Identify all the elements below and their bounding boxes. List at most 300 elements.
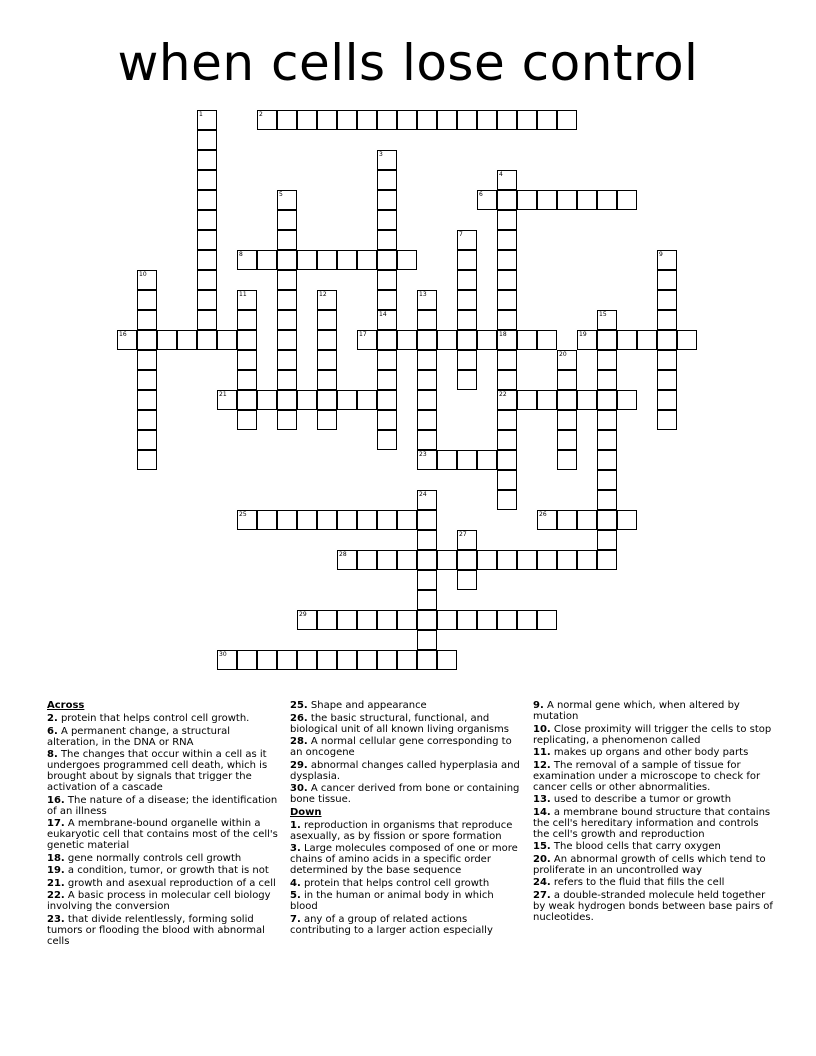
clue-text: A basic process in molecular cell biology involving the conversion [47, 890, 271, 912]
grid-cell[interactable] [377, 210, 397, 230]
grid-cell[interactable] [277, 350, 297, 370]
clue-number: 30. [290, 783, 308, 794]
grid-cell[interactable] [337, 650, 357, 670]
grid-cell[interactable] [377, 350, 397, 370]
grid-cell[interactable] [497, 450, 517, 470]
grid-cell[interactable] [617, 330, 637, 350]
grid-cell[interactable] [277, 330, 297, 350]
cell-number: 25 [239, 511, 247, 518]
cell-number: 26 [539, 511, 547, 518]
grid-cell[interactable] [437, 650, 457, 670]
clue-number: 25. [290, 700, 308, 711]
grid-cell[interactable] [597, 370, 617, 390]
grid-cell[interactable] [557, 390, 577, 410]
across-clue [47, 890, 279, 912]
grid-cell[interactable] [377, 150, 397, 170]
grid-cell[interactable] [377, 370, 397, 390]
grid-cell[interactable] [577, 510, 597, 530]
grid-cell[interactable] [237, 250, 257, 270]
grid-cell[interactable] [437, 450, 457, 470]
grid-cell[interactable] [297, 390, 317, 410]
grid-cell[interactable] [317, 650, 337, 670]
grid-cell[interactable] [357, 110, 377, 130]
grid-cell[interactable] [397, 330, 417, 350]
grid-cell[interactable] [117, 330, 137, 350]
grid-cell[interactable] [137, 370, 157, 390]
grid-cell[interactable] [317, 610, 337, 630]
grid-cell[interactable] [657, 410, 677, 430]
grid-cell[interactable] [457, 310, 477, 330]
grid-cell[interactable] [477, 550, 497, 570]
clue-text: protein that helps control cell growth [300, 877, 490, 889]
grid-cell[interactable] [477, 610, 497, 630]
grid-cell[interactable] [277, 250, 297, 270]
grid-cell[interactable] [657, 330, 677, 350]
cell-number: 7 [459, 231, 463, 238]
grid-cell[interactable] [297, 110, 317, 130]
grid-cell[interactable] [197, 250, 217, 270]
grid-cell[interactable] [137, 350, 157, 370]
grid-cell[interactable] [477, 110, 497, 130]
grid-cell[interactable] [197, 170, 217, 190]
grid-cell[interactable] [297, 650, 317, 670]
grid-cell[interactable] [557, 510, 577, 530]
grid-cell[interactable] [237, 350, 257, 370]
grid-cell[interactable] [537, 330, 557, 350]
grid-cell[interactable] [277, 650, 297, 670]
grid-cell[interactable] [457, 230, 477, 250]
grid-cell[interactable] [377, 610, 397, 630]
grid-cell[interactable] [517, 610, 537, 630]
grid-cell[interactable] [337, 550, 357, 570]
grid-cell[interactable] [337, 390, 357, 410]
grid-cell[interactable] [637, 330, 657, 350]
grid-cell[interactable] [137, 450, 157, 470]
grid-cell[interactable] [557, 450, 577, 470]
grid-cell[interactable] [277, 310, 297, 330]
grid-cell[interactable] [457, 610, 477, 630]
cell-number: 18 [499, 331, 507, 338]
grid-cell[interactable] [597, 470, 617, 490]
across-clue [290, 700, 522, 711]
grid-cell[interactable] [197, 150, 217, 170]
grid-cell[interactable] [457, 110, 477, 130]
grid-cell[interactable] [577, 190, 597, 210]
grid-cell[interactable] [497, 210, 517, 230]
grid-cell[interactable] [497, 190, 517, 210]
grid-cell[interactable] [597, 550, 617, 570]
grid-cell[interactable] [377, 330, 397, 350]
grid-cell[interactable] [557, 550, 577, 570]
grid-cell[interactable] [377, 650, 397, 670]
grid-cell[interactable] [417, 570, 437, 590]
clue-text: a condition, tumor, or growth that is not [64, 865, 269, 876]
grid-cell[interactable] [397, 650, 417, 670]
grid-cell[interactable] [377, 310, 397, 330]
grid-cell[interactable] [497, 490, 517, 510]
grid-cell[interactable] [417, 450, 437, 470]
grid-cell[interactable] [237, 370, 257, 390]
grid-cell[interactable] [417, 650, 437, 670]
grid-cell[interactable] [497, 550, 517, 570]
grid-cell[interactable] [377, 550, 397, 570]
grid-cell[interactable] [217, 390, 237, 410]
grid-cell[interactable] [417, 530, 437, 550]
cell-number: 10 [139, 271, 147, 278]
grid-cell[interactable] [437, 330, 457, 350]
grid-cell[interactable] [257, 510, 277, 530]
across-clue [47, 865, 279, 876]
grid-cell[interactable] [197, 310, 217, 330]
grid-cell[interactable] [197, 210, 217, 230]
grid-cell[interactable] [517, 390, 537, 410]
grid-cell[interactable] [597, 490, 617, 510]
cell-number: 14 [379, 311, 387, 318]
grid-cell[interactable] [657, 390, 677, 410]
grid-cell[interactable] [457, 330, 477, 350]
grid-cell[interactable] [597, 350, 617, 370]
grid-cell[interactable] [477, 330, 497, 350]
clue-number: 6. [47, 725, 58, 737]
cell-number: 23 [419, 451, 427, 458]
grid-cell[interactable] [577, 550, 597, 570]
cell-number: 3 [379, 151, 383, 158]
clue-number: 18. [47, 852, 65, 864]
cell-number: 21 [219, 391, 227, 398]
grid-cell[interactable] [237, 510, 257, 530]
grid-cell[interactable] [217, 330, 237, 350]
grid-cell[interactable] [157, 330, 177, 350]
grid-cell[interactable] [457, 290, 477, 310]
grid-cell[interactable] [277, 270, 297, 290]
grid-cell[interactable] [617, 390, 637, 410]
grid-cell[interactable] [497, 310, 517, 330]
grid-cell[interactable] [617, 510, 637, 530]
grid-cell[interactable] [417, 410, 437, 430]
grid-cell[interactable] [377, 230, 397, 250]
grid-cell[interactable] [317, 310, 337, 330]
grid-cell[interactable] [257, 650, 277, 670]
grid-cell[interactable] [137, 390, 157, 410]
grid-cell[interactable] [337, 110, 357, 130]
across-clue [47, 795, 279, 817]
grid-cell[interactable] [317, 410, 337, 430]
grid-cell[interactable] [457, 450, 477, 470]
grid-cell[interactable] [417, 510, 437, 530]
grid-cell[interactable] [497, 290, 517, 310]
grid-cell[interactable] [417, 490, 437, 510]
grid-cell[interactable] [597, 310, 617, 330]
grid-cell[interactable] [237, 650, 257, 670]
grid-cell[interactable] [537, 110, 557, 130]
down-clue [533, 794, 773, 805]
grid-cell[interactable] [137, 430, 157, 450]
grid-cell[interactable] [477, 450, 497, 470]
grid-cell[interactable] [397, 250, 417, 270]
grid-cell[interactable] [317, 390, 337, 410]
grid-cell[interactable] [317, 110, 337, 130]
grid-cell[interactable] [657, 310, 677, 330]
grid-cell[interactable] [317, 510, 337, 530]
down-clue [290, 820, 522, 842]
grid-cell[interactable] [377, 430, 397, 450]
grid-cell[interactable] [457, 270, 477, 290]
grid-cell[interactable] [317, 370, 337, 390]
grid-cell[interactable] [497, 390, 517, 410]
grid-cell[interactable] [557, 410, 577, 430]
grid-cell[interactable] [337, 510, 357, 530]
grid-cell[interactable] [597, 450, 617, 470]
grid-cell[interactable] [497, 410, 517, 430]
grid-cell[interactable] [597, 390, 617, 410]
grid-cell[interactable] [297, 610, 317, 630]
cell-number: 2 [259, 111, 263, 118]
grid-cell[interactable] [537, 390, 557, 410]
grid-cell[interactable] [437, 110, 457, 130]
grid-cell[interactable] [197, 190, 217, 210]
grid-cell[interactable] [617, 190, 637, 210]
grid-cell[interactable] [417, 390, 437, 410]
grid-cell[interactable] [137, 290, 157, 310]
grid-cell[interactable] [577, 390, 597, 410]
down-clue [290, 843, 522, 876]
cell-number: 17 [359, 331, 367, 338]
grid-cell[interactable] [317, 330, 337, 350]
grid-cell[interactable] [657, 370, 677, 390]
grid-cell[interactable] [557, 430, 577, 450]
grid-cell[interactable] [377, 510, 397, 530]
grid-cell[interactable] [457, 250, 477, 270]
grid-cell[interactable] [317, 350, 337, 370]
cell-number: 1 [199, 111, 203, 118]
grid-cell[interactable] [397, 550, 417, 570]
clue-text: reproduction in organisms that reproduce asexually, as by fission or spore formation [290, 819, 513, 842]
grid-cell[interactable] [417, 610, 437, 630]
clue-number: 1. [290, 819, 301, 831]
grid-cell[interactable] [557, 350, 577, 370]
grid-cell[interactable] [197, 270, 217, 290]
grid-cell[interactable] [137, 330, 157, 350]
grid-cell[interactable] [377, 170, 397, 190]
clue-text: The nature of a disease; the identification of an illness [47, 794, 278, 817]
grid-cell[interactable] [357, 330, 377, 350]
grid-cell[interactable] [377, 410, 397, 430]
grid-cell[interactable] [457, 550, 477, 570]
grid-cell[interactable] [337, 610, 357, 630]
grid-cell[interactable] [537, 610, 557, 630]
grid-cell[interactable] [377, 270, 397, 290]
grid-cell[interactable] [597, 430, 617, 450]
grid-cell[interactable] [497, 610, 517, 630]
clue-text: that divide relentlessly, forming solid tumors or flooding the blood with abnormal cells [47, 913, 265, 947]
grid-cell[interactable] [177, 330, 197, 350]
clue-number: 23. [47, 913, 65, 925]
clue-number: 3. [290, 843, 301, 854]
grid-cell[interactable] [357, 610, 377, 630]
grid-cell[interactable] [497, 110, 517, 130]
grid-cell[interactable] [237, 330, 257, 350]
grid-cell[interactable] [497, 270, 517, 290]
grid-cell[interactable] [497, 230, 517, 250]
grid-cell[interactable] [597, 330, 617, 350]
grid-cell[interactable] [357, 650, 377, 670]
grid-cell[interactable] [377, 250, 397, 270]
grid-cell[interactable] [457, 530, 477, 550]
grid-cell[interactable] [677, 330, 697, 350]
grid-cell[interactable] [537, 550, 557, 570]
grid-cell[interactable] [397, 610, 417, 630]
grid-cell[interactable] [277, 210, 297, 230]
grid-cell[interactable] [417, 350, 437, 370]
across-clue [47, 818, 279, 851]
grid-cell[interactable] [577, 330, 597, 350]
cell-number: 29 [299, 611, 307, 618]
grid-cell[interactable] [377, 390, 397, 410]
grid-cell[interactable] [197, 130, 217, 150]
clue-text: makes up organs and other body parts [550, 747, 749, 758]
grid-cell[interactable] [197, 290, 217, 310]
grid-cell[interactable] [357, 510, 377, 530]
grid-cell[interactable] [257, 250, 277, 270]
grid-cell[interactable] [237, 310, 257, 330]
grid-cell[interactable] [257, 110, 277, 130]
grid-cell[interactable] [277, 370, 297, 390]
clue-number: 9. [533, 700, 544, 711]
grid-cell[interactable] [337, 250, 357, 270]
grid-cell[interactable] [297, 510, 317, 530]
grid-cell[interactable] [417, 290, 437, 310]
grid-cell[interactable] [517, 330, 537, 350]
grid-cell[interactable] [657, 350, 677, 370]
grid-cell[interactable] [657, 290, 677, 310]
grid-cell[interactable] [277, 190, 297, 210]
grid-cell[interactable] [457, 350, 477, 370]
grid-cell[interactable] [537, 510, 557, 530]
grid-cell[interactable] [657, 270, 677, 290]
grid-cell[interactable] [197, 230, 217, 250]
grid-cell[interactable] [317, 290, 337, 310]
grid-cell[interactable] [237, 290, 257, 310]
grid-cell[interactable] [277, 390, 297, 410]
grid-cell[interactable] [137, 410, 157, 430]
grid-cell[interactable] [357, 550, 377, 570]
grid-cell[interactable] [497, 430, 517, 450]
clue-number: 8. [47, 749, 58, 760]
grid-cell[interactable] [457, 570, 477, 590]
clue-number: 13. [533, 794, 551, 805]
clue-text: The blood cells that carry oxygen [550, 841, 721, 852]
grid-cell[interactable] [137, 310, 157, 330]
grid-cell[interactable] [397, 110, 417, 130]
down-heading: Down [290, 806, 322, 818]
grid-cell[interactable] [357, 390, 377, 410]
clue-number: 19. [47, 865, 65, 876]
grid-cell[interactable] [357, 250, 377, 270]
clue-text: refers to the fluid that fills the cell [550, 877, 725, 888]
clue-text: Close proximity will trigger the cells to stop replicating, a phenomenon called [533, 723, 772, 746]
grid-cell[interactable] [417, 430, 437, 450]
down-clue [533, 841, 773, 852]
clue-number: 22. [47, 890, 65, 901]
grid-cell[interactable] [497, 370, 517, 390]
across-clue [47, 853, 279, 864]
grid-cell[interactable] [417, 550, 437, 570]
grid-cell[interactable] [417, 110, 437, 130]
clue-text: protein that helps control cell growth. [57, 713, 250, 724]
grid-cell[interactable] [557, 370, 577, 390]
grid-cell[interactable] [497, 170, 517, 190]
grid-cell[interactable] [417, 330, 437, 350]
grid-cell[interactable] [197, 110, 217, 130]
grid-cell[interactable] [597, 530, 617, 550]
grid-cell[interactable] [657, 250, 677, 270]
grid-cell[interactable] [597, 190, 617, 210]
cell-number: 28 [339, 551, 347, 558]
grid-cell[interactable] [417, 310, 437, 330]
grid-cell[interactable] [197, 330, 217, 350]
grid-cell[interactable] [517, 550, 537, 570]
down-clue [533, 747, 773, 758]
grid-cell[interactable] [377, 190, 397, 210]
grid-cell[interactable] [377, 290, 397, 310]
grid-cell[interactable] [437, 610, 457, 630]
grid-cell[interactable] [237, 390, 257, 410]
grid-cell[interactable] [277, 290, 297, 310]
grid-cell[interactable] [497, 470, 517, 490]
clue-text: A membrane-bound organelle within a eukaryotic cell that contains most of the cell's genetic material [47, 818, 278, 851]
grid-cell[interactable] [397, 510, 417, 530]
grid-cell[interactable] [557, 110, 577, 130]
clue-text: The removal of a sample of tissue for examination under a microscope to check for cancer cells or other abnormalities. [533, 759, 761, 793]
grid-cell[interactable] [417, 630, 437, 650]
grid-cell[interactable] [217, 650, 237, 670]
grid-cell[interactable] [457, 370, 477, 390]
clue-number: 11. [533, 747, 551, 758]
cell-number: 16 [119, 331, 127, 338]
grid-cell[interactable] [377, 110, 397, 130]
grid-cell[interactable] [477, 190, 497, 210]
clue-number: 7. [290, 913, 301, 925]
grid-cell[interactable] [497, 250, 517, 270]
grid-cell[interactable] [497, 330, 517, 350]
grid-cell[interactable] [277, 510, 297, 530]
grid-cell[interactable] [257, 390, 277, 410]
clue-text: gene normally controls cell growth [64, 852, 242, 864]
cell-number: 8 [239, 251, 243, 258]
grid-cell[interactable] [597, 410, 617, 430]
cell-number: 11 [239, 291, 247, 298]
grid-cell[interactable] [517, 190, 537, 210]
grid-cell[interactable] [277, 110, 297, 130]
grid-cell[interactable] [277, 230, 297, 250]
down-clue [290, 914, 522, 936]
grid-cell[interactable] [437, 550, 457, 570]
grid-cell[interactable] [497, 350, 517, 370]
grid-cell[interactable] [237, 410, 257, 430]
grid-cell[interactable] [317, 250, 337, 270]
grid-cell[interactable] [417, 370, 437, 390]
grid-cell[interactable] [297, 250, 317, 270]
grid-cell[interactable] [537, 190, 557, 210]
grid-cell[interactable] [417, 590, 437, 610]
clue-text: A permanent change, a structural alteration, in the DNA or RNA [47, 725, 231, 748]
grid-cell[interactable] [557, 190, 577, 210]
grid-cell[interactable] [277, 410, 297, 430]
cell-number: 15 [599, 311, 607, 318]
grid-cell[interactable] [137, 270, 157, 290]
grid-cell[interactable] [597, 510, 617, 530]
grid-cell[interactable] [517, 110, 537, 130]
